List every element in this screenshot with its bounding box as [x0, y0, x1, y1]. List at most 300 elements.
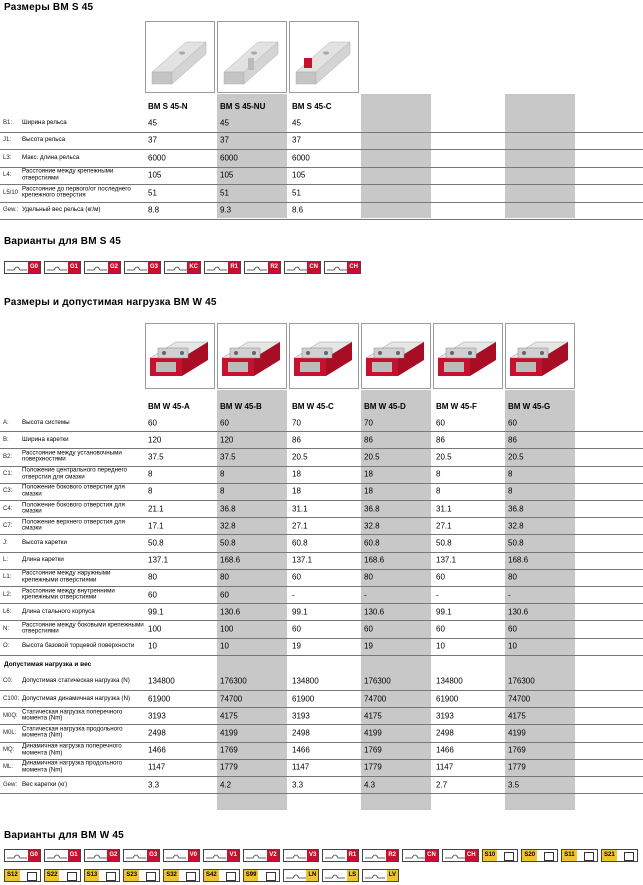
cell-value: 10	[220, 641, 229, 651]
row-code: J:	[3, 539, 8, 546]
cell-value: 8	[436, 486, 441, 496]
variant-cn-icon	[284, 261, 321, 274]
variant-box-icon	[186, 872, 196, 881]
variant-label: G1	[68, 850, 80, 861]
table-row	[0, 742, 643, 760]
row-label: Положение центрального переднего отверстия для смазки	[22, 466, 128, 481]
cell-value: 130.6	[508, 607, 529, 617]
cell-value: 60	[436, 418, 445, 428]
table-row	[0, 149, 643, 168]
row-label: Расстояние до первого/от последнего крепежного отверстия	[22, 185, 131, 199]
cell-value: 3193	[292, 711, 310, 721]
cell-value: 2498	[436, 728, 454, 738]
cell-value: 134800	[436, 676, 463, 686]
table-row	[0, 707, 643, 725]
variant-box-icon	[624, 852, 634, 861]
cell-value: 137.1	[292, 555, 313, 565]
row-code: C0:	[3, 678, 13, 685]
cell-value: 8	[148, 486, 153, 496]
variant-s13-icon	[84, 869, 121, 882]
cell-value: 60	[292, 624, 301, 634]
cell-value: 176300	[508, 676, 535, 686]
variant-label: S10	[483, 850, 498, 861]
table-row	[0, 500, 643, 518]
cell-value: 8	[436, 469, 441, 479]
cell-value: 2498	[148, 728, 166, 738]
product-image	[505, 323, 575, 389]
cell-value: 32.8	[364, 521, 380, 531]
s45-variants-title: Варианты для BM S 45	[4, 236, 122, 247]
row-code: L4:	[3, 172, 12, 179]
cell-value: 51	[148, 188, 157, 198]
cell-value: -	[436, 590, 439, 600]
variant-cn-icon	[402, 849, 439, 862]
variant-s10-icon	[482, 849, 519, 862]
cell-value: 45	[220, 118, 229, 128]
w45-variants-title: Варианты для BM W 45	[4, 830, 124, 841]
row-label: Вес каретки (кг)	[22, 780, 68, 788]
cell-value: 60	[148, 590, 157, 600]
variant-label: G0	[28, 262, 40, 273]
cell-value: 105	[220, 170, 234, 180]
variant-label: S12	[5, 870, 20, 881]
table-row	[0, 114, 643, 133]
row-code: C4:	[3, 505, 13, 512]
cell-value: 176300	[220, 676, 247, 686]
variant-r1-icon	[322, 849, 359, 862]
table-row	[0, 202, 643, 221]
variant-label: G3	[148, 262, 160, 273]
cell-value: 80	[364, 572, 373, 582]
cell-value: 60	[220, 590, 229, 600]
table-row	[0, 517, 643, 535]
row-code: C100:	[3, 695, 20, 702]
cell-value: 6000	[220, 153, 238, 163]
row-label: Удельный вес рельса (кг/м)	[22, 206, 101, 214]
variant-box-icon	[266, 872, 276, 881]
table-row	[0, 724, 643, 742]
table-row	[0, 690, 643, 708]
row-label: Высота рельса	[22, 136, 66, 144]
cell-value: 36.8	[364, 504, 380, 514]
table-row	[0, 534, 643, 552]
cell-value: 1466	[436, 745, 454, 755]
cell-value: 130.6	[364, 607, 385, 617]
cell-value: 1147	[148, 762, 166, 772]
cell-value: 100	[220, 624, 234, 634]
product-image	[145, 21, 215, 93]
variant-ch-icon	[324, 261, 361, 274]
row-label: Расстояние между боковыми крепежными отверстиями	[22, 621, 144, 635]
table-row	[0, 620, 643, 638]
column-header: BM W 45-B	[220, 402, 262, 411]
cell-value: 50.8	[148, 538, 164, 548]
cell-value: 27.1	[292, 521, 308, 531]
row-label: Динамичная нагрузка продольного момента (Nm)	[22, 759, 123, 774]
cell-value: 60	[508, 624, 517, 634]
product-image	[145, 323, 215, 389]
variant-lv-icon	[362, 869, 399, 882]
cell-value: 137.1	[436, 555, 457, 565]
variant-label: CN	[307, 262, 320, 273]
variant-s22-icon	[44, 869, 81, 882]
row-code: MQ:	[3, 747, 15, 754]
row-code: ML:	[3, 764, 14, 771]
cell-value: 45	[148, 118, 157, 128]
cell-value: 20.5	[508, 452, 524, 462]
cell-value: 19	[364, 641, 373, 651]
row-code: C1:	[3, 471, 13, 478]
cell-value: 8	[148, 469, 153, 479]
table-row	[0, 466, 643, 484]
variant-label: S13	[85, 870, 100, 881]
table-row	[0, 184, 643, 203]
row-code: J1:	[3, 137, 12, 144]
cell-value: 70	[364, 418, 373, 428]
cell-value: 50.8	[436, 538, 452, 548]
row-label: Динамичная нагрузка поперечного момента (Nm)	[22, 742, 122, 757]
variant-ls-icon	[322, 869, 359, 882]
table-row	[0, 569, 643, 587]
table-row	[0, 552, 643, 570]
row-label: Положение бокового отверстия для смазки	[22, 483, 125, 498]
cell-value: 3.3	[292, 780, 304, 790]
column-header: BM S 45-NU	[220, 102, 266, 111]
cell-value: 20.5	[436, 452, 452, 462]
table-row	[0, 132, 643, 151]
cell-value: 4.2	[220, 780, 232, 790]
column-header: BM W 45-F	[436, 402, 477, 411]
cell-value: 60.8	[364, 538, 380, 548]
variant-label: V3	[307, 850, 318, 861]
table-row	[0, 448, 643, 466]
cell-value: 1779	[508, 762, 526, 772]
variant-s20-icon	[521, 849, 558, 862]
cell-value: 50.8	[508, 538, 524, 548]
cell-value: 32.8	[220, 521, 236, 531]
row-label: Расстояние между внутренними крепежными отверстиями	[22, 587, 115, 601]
row-code: Gew:	[3, 781, 18, 788]
cell-value: 8.6	[292, 205, 304, 215]
variant-label: S21	[602, 850, 617, 861]
cell-value: 8.8	[148, 205, 160, 215]
variant-g2-icon	[84, 261, 121, 274]
variant-ch-icon	[442, 849, 479, 862]
cell-value: 74700	[508, 694, 531, 704]
w45-variants-row1	[4, 849, 643, 863]
cell-value: -	[508, 590, 511, 600]
variant-label: G2	[107, 850, 119, 861]
cell-value: 61900	[148, 694, 171, 704]
cell-value: 8	[220, 486, 225, 496]
cell-value: 8	[508, 469, 513, 479]
row-label: Допустимая статическая нагрузка (N)	[22, 677, 130, 685]
product-image	[433, 323, 503, 389]
cell-value: 134800	[148, 676, 175, 686]
variant-label: S20	[522, 850, 537, 861]
cell-value: 37	[292, 135, 301, 145]
cell-value: 32.8	[508, 521, 524, 531]
cell-value: 105	[148, 170, 162, 180]
variant-label: G2	[108, 262, 120, 273]
table-row	[0, 776, 643, 794]
cell-value: 105	[292, 170, 306, 180]
variant-label: R1	[347, 850, 359, 861]
variant-v1-icon	[203, 849, 240, 862]
variant-r1-icon	[204, 261, 241, 274]
column-header: BM W 45-A	[148, 402, 190, 411]
cell-value: 10	[508, 641, 517, 651]
cell-value: 60	[148, 418, 157, 428]
cell-value: 51	[220, 188, 229, 198]
row-code: L2:	[3, 591, 12, 598]
cell-value: 19	[292, 641, 301, 651]
table-row	[0, 759, 643, 777]
cell-value: 1769	[508, 745, 526, 755]
cell-value: 4199	[508, 728, 526, 738]
variant-label: V0	[188, 850, 199, 861]
cell-value: 3193	[436, 711, 454, 721]
row-code: M0L:	[3, 729, 17, 736]
cell-value: 60	[292, 572, 301, 582]
row-code: Gew.:	[3, 207, 19, 214]
row-label: Ширина рельса	[22, 118, 67, 126]
product-image	[289, 21, 359, 93]
row-code: L5/10	[3, 189, 19, 196]
row-label: Высота системы	[22, 418, 70, 426]
cell-value: 2498	[292, 728, 310, 738]
cell-value: 61900	[436, 694, 459, 704]
cell-value: 86	[292, 435, 301, 445]
cell-value: 176300	[364, 676, 391, 686]
cell-value: 4199	[364, 728, 382, 738]
product-image	[289, 323, 359, 389]
cell-value: 4.3	[364, 780, 376, 790]
row-code: L3:	[3, 154, 12, 161]
cell-value: 37.5	[148, 452, 164, 462]
cell-value: 137.1	[148, 555, 169, 565]
cell-value: 1147	[436, 762, 454, 772]
cell-value: 60	[220, 418, 229, 428]
cell-value: 100	[148, 624, 162, 634]
cell-value: 99.1	[292, 607, 308, 617]
row-code: O:	[3, 643, 10, 650]
column-header: BM S 45-C	[292, 102, 332, 111]
s45-variants-row	[4, 261, 604, 275]
cell-value: 31.1	[436, 504, 452, 514]
variant-box-icon	[106, 872, 116, 881]
row-label: Длина каретки	[22, 555, 64, 563]
row-code: B2:	[3, 453, 13, 460]
cell-value: 3.3	[148, 780, 160, 790]
variant-v0-icon	[163, 849, 200, 862]
row-code: L6:	[3, 608, 12, 615]
row-code: M0Q:	[3, 712, 18, 719]
row-label: Положение бокового отверстия для смазки	[22, 501, 125, 515]
variant-label: S11	[562, 850, 576, 861]
cell-value: 61900	[292, 694, 315, 704]
variant-label: V1	[227, 850, 238, 861]
variant-r2-icon	[244, 261, 281, 274]
cell-value: 99.1	[436, 607, 452, 617]
row-code: N:	[3, 625, 9, 632]
cell-value: -	[364, 590, 367, 600]
variant-s32-icon	[163, 869, 200, 882]
variant-label: KC	[187, 262, 200, 273]
cell-value: 70	[292, 418, 301, 428]
variant-box-icon	[504, 852, 514, 861]
variant-g1-icon	[44, 261, 81, 274]
cell-value: 45	[292, 118, 301, 128]
cell-value: 60	[508, 418, 517, 428]
cell-value: 17.1	[148, 521, 164, 531]
row-code: B1:	[3, 119, 13, 126]
variant-s23-icon	[123, 869, 160, 882]
variant-v3-icon	[283, 849, 320, 862]
column-header: BM W 45-G	[508, 402, 551, 411]
cell-value: 6000	[292, 153, 310, 163]
row-label: Расстояние между крепежными отверстиями	[22, 167, 114, 182]
cell-value: 168.6	[220, 555, 241, 565]
cell-value: 130.6	[220, 607, 241, 617]
row-code: B:	[3, 436, 9, 443]
cell-value: 36.8	[508, 504, 524, 514]
cell-value: 168.6	[364, 555, 385, 565]
cell-value: 60	[436, 572, 445, 582]
row-label: Высота каретки	[22, 538, 67, 546]
row-code: L1:	[3, 574, 12, 581]
cell-value: 3.5	[508, 780, 520, 790]
cell-value: 8	[508, 486, 513, 496]
variant-label: S42	[204, 870, 219, 881]
cell-value: -	[292, 590, 295, 600]
variant-box-icon	[584, 852, 594, 861]
cell-value: 2.7	[436, 780, 448, 790]
row-label: Допустимая динамичная нагрузка (N)	[22, 694, 131, 702]
cell-value: 1147	[292, 762, 310, 772]
cell-value: 4175	[508, 711, 526, 721]
row-label: Статическая нагрузка продольного момента (Nm)	[22, 725, 123, 739]
load-subheading: Допустимая нагрузка и вес	[4, 660, 92, 668]
variant-box-icon	[146, 872, 156, 881]
cell-value: 1466	[292, 745, 310, 755]
row-label: Статическая нагрузка поперечного момента (Nm)	[22, 708, 123, 722]
cell-value: 4175	[220, 711, 238, 721]
cell-value: 18	[292, 469, 301, 479]
cell-value: 51	[292, 188, 301, 198]
variant-kc-icon	[164, 261, 201, 274]
variant-label: R1	[228, 262, 240, 273]
section-title-s45: Размеры BM S 45	[4, 2, 94, 13]
cell-value: 4175	[364, 711, 382, 721]
cell-value: 20.5	[292, 452, 308, 462]
cell-value: 20.5	[364, 452, 380, 462]
cell-value: 1779	[220, 762, 238, 772]
cell-value: 60.8	[292, 538, 308, 548]
variant-label: R2	[268, 262, 280, 273]
row-code: C7:	[3, 522, 13, 529]
cell-value: 74700	[220, 694, 243, 704]
cell-value: 31.1	[292, 504, 308, 514]
cell-value: 120	[148, 435, 162, 445]
row-label: Макс. длина рельса	[22, 153, 80, 161]
variant-g0-icon	[4, 849, 41, 862]
table-row	[0, 586, 643, 604]
variant-g3-icon	[123, 849, 160, 862]
table-row	[0, 414, 643, 432]
cell-value: 10	[148, 641, 157, 651]
cell-value: 1769	[220, 745, 238, 755]
cell-value: 18	[292, 486, 301, 496]
product-image	[217, 323, 287, 389]
cell-value: 18	[364, 469, 373, 479]
cell-value: 120	[220, 435, 234, 445]
cell-value: 37.5	[220, 452, 236, 462]
variant-label: V2	[267, 850, 278, 861]
table-row	[0, 483, 643, 501]
variant-label: LS	[347, 870, 359, 881]
row-label: Расстояние между установочными поверхностями	[22, 449, 122, 463]
cell-value: 74700	[364, 694, 387, 704]
variant-ln-icon	[283, 869, 320, 882]
variant-g2-icon	[84, 849, 121, 862]
cell-value: 1779	[364, 762, 382, 772]
table-row	[0, 431, 643, 449]
cell-value: 168.6	[508, 555, 529, 565]
cell-value: 27.1	[436, 521, 452, 531]
cell-value: 99.1	[148, 607, 164, 617]
row-label: Расстояние между наружными крепежными отверстиями	[22, 569, 111, 584]
cell-value: 86	[364, 435, 373, 445]
product-image	[217, 21, 287, 93]
variant-v2-icon	[243, 849, 280, 862]
column-header: BM S 45-N	[148, 102, 188, 111]
variant-label: S22	[45, 870, 60, 881]
variant-r2-icon	[362, 849, 399, 862]
cell-value: 1769	[364, 745, 382, 755]
variant-s11-icon	[561, 849, 598, 862]
cell-value: 1466	[148, 745, 166, 755]
cell-value: 3193	[148, 711, 166, 721]
variant-s12-icon	[4, 869, 41, 882]
cell-value: 37	[148, 135, 157, 145]
table-row	[0, 638, 643, 656]
variant-box-icon	[27, 872, 37, 881]
variant-g3-icon	[124, 261, 161, 274]
row-label: Высота базовой торцевой поверхности	[22, 641, 135, 649]
row-label: Ширина каретки	[22, 435, 69, 443]
variant-box-icon	[544, 852, 554, 861]
cell-value: 86	[436, 435, 445, 445]
variant-label: G0	[28, 850, 40, 861]
variant-box-icon	[67, 872, 77, 881]
row-code: L:	[3, 557, 9, 564]
table-row	[0, 167, 643, 186]
cell-value: 10	[436, 641, 445, 651]
variant-s21-icon	[601, 849, 638, 862]
section-title-w45: Размеры и допустимая нагрузка BM W 45	[4, 297, 217, 308]
row-label: Длина стального корпуса	[22, 607, 95, 615]
variant-s99-icon	[243, 869, 280, 882]
cell-value: 21.1	[148, 504, 164, 514]
variant-label: R2	[386, 850, 398, 861]
variant-label: S23	[124, 870, 139, 881]
variant-label: CH	[465, 850, 478, 861]
variant-label: G3	[147, 850, 159, 861]
cell-value: 134800	[292, 676, 319, 686]
cell-value: 50.8	[220, 538, 236, 548]
variant-label: LV	[387, 870, 398, 881]
